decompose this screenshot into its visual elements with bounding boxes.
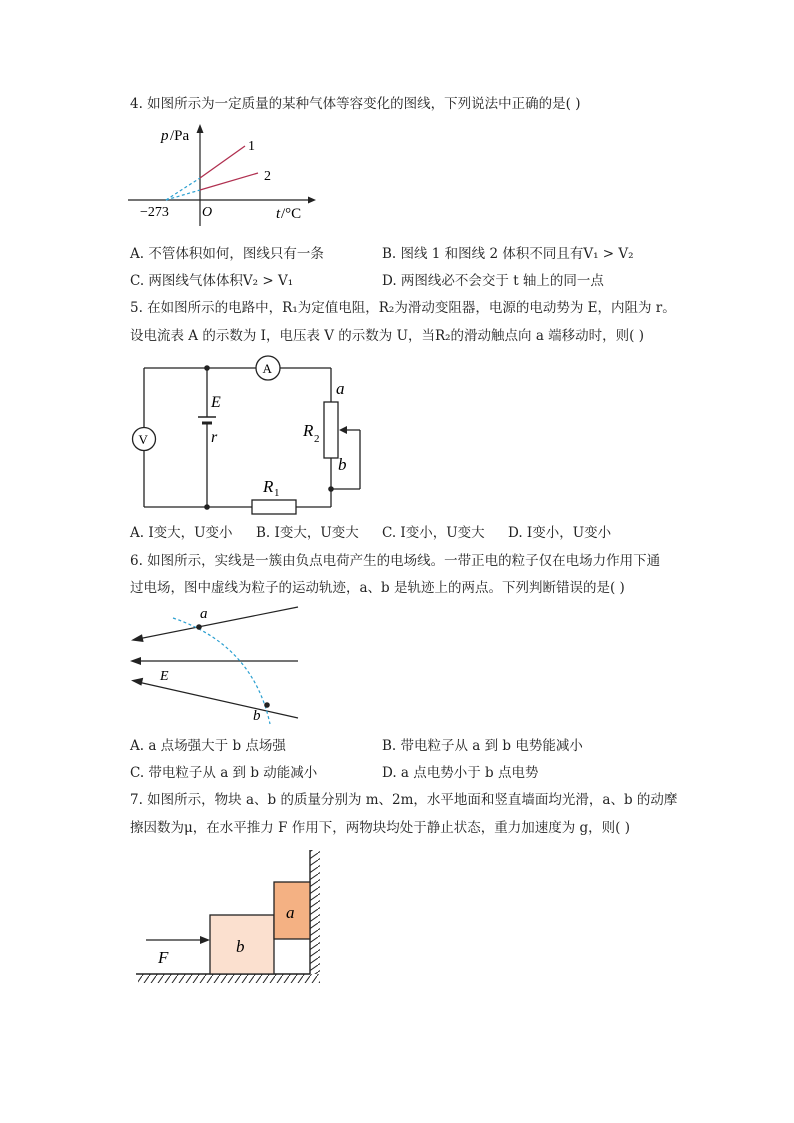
q4-line1-label: 1 xyxy=(248,139,255,154)
q5-stem-line2: 设电流表 A 的示数为 I，电压表 V 的示数为 U，当R₂的滑动触点向 a 端移动时，则( ) xyxy=(130,328,644,344)
q6-option-b: B. 带电粒子从 a 到 b 电势能减小 xyxy=(382,738,583,754)
q5-option-d: D. I变小，U变小 xyxy=(508,525,612,541)
q4-origin-label: O xyxy=(202,205,213,220)
q5-junction-top xyxy=(204,365,210,371)
q5-r1-label: R xyxy=(263,477,274,496)
q4-line1-extension xyxy=(166,178,200,200)
q6-field-arrow-bottom xyxy=(131,678,143,686)
q7-wall-hatch xyxy=(310,850,320,974)
q4-intercept-label: −273 xyxy=(140,205,169,220)
q4-y-label-var: p xyxy=(161,128,169,144)
q4-option-c: C. 两图线气体体积V₂ > V₁ xyxy=(130,273,294,289)
q5-emf-label: E xyxy=(211,394,221,411)
q6-field-diagram xyxy=(128,600,308,730)
q5-r2-label: R xyxy=(303,421,314,440)
q5-slider-arrow xyxy=(339,426,347,434)
q5-r1-sub: 1 xyxy=(274,487,280,499)
q5-voltmeter-label: V xyxy=(138,432,148,447)
q7-block-b-label: b xyxy=(236,937,245,956)
q5-stem-line1: 5. 在如图所示的电路中，R₁为定值电阻，R₂为滑动变阻器，电源的电动势为 E，内阻为 r。 xyxy=(130,300,676,316)
q5-junction-bottom xyxy=(204,504,210,510)
q7-block-a-label: a xyxy=(286,903,295,922)
q6-field-label: E xyxy=(160,669,169,684)
q5-ammeter-label: A xyxy=(262,361,272,376)
q6-point-b xyxy=(264,702,270,708)
q5-end-b-label: b xyxy=(338,455,347,474)
q7-stem-line1: 7. 如图所示，物块 a、b 的质量分别为 m、2m，水平地面和竖直墙面均光滑，a、b 的动摩 xyxy=(130,792,678,808)
q7-force-arrowhead xyxy=(200,936,210,944)
q5-r2-sub: 2 xyxy=(314,433,320,445)
q6-point-b-label: b xyxy=(253,708,261,724)
q4-x-label-unit: /°C xyxy=(281,206,302,222)
q4-x-arrow xyxy=(308,197,316,204)
q4-graph xyxy=(128,118,328,230)
q5-r1-resistor xyxy=(252,500,296,514)
q7-stem-line2: 擦因数为μ，在水平推力 F 作用下，两物块均处于静止状态，重力加速度为 g，则( ) xyxy=(130,820,630,836)
q4-y-label-unit: /Pa xyxy=(170,128,190,144)
q5-end-a-label: a xyxy=(336,379,345,398)
q6-field-line-bottom xyxy=(138,682,298,718)
q5-r2-resistor xyxy=(324,402,338,458)
q4-option-a: A. 不管体积如何，图线只有一条 xyxy=(130,246,324,262)
q7-blocks-diagram xyxy=(128,846,328,988)
q5-option-b: B. I变大，U变大 xyxy=(256,525,359,541)
q6-field-line-top xyxy=(138,607,298,639)
q6-option-a: A. a 点场强大于 b 点场强 xyxy=(130,738,286,754)
q6-stem-line2: 过电场，图中虚线为粒子的运动轨迹，a、b 是轨迹上的两点。下列判断错误的是( ) xyxy=(130,580,625,596)
q6-option-d: D. a 点电势小于 b 点电势 xyxy=(382,765,539,781)
q4-option-d: D. 两图线必不会交于 t 轴上的同一点 xyxy=(382,273,604,289)
q6-point-a xyxy=(196,624,202,630)
q7-ground-hatch xyxy=(138,974,320,983)
q5-option-a: A. I变大，U变小 xyxy=(130,525,233,541)
q5-internal-r-label: r xyxy=(211,429,218,446)
q5-circuit xyxy=(128,350,378,520)
q4-line2 xyxy=(200,173,258,190)
q4-option-b: B. 图线 1 和图线 2 体积不同且有V₁ > V₂ xyxy=(382,246,634,262)
q6-point-a-label: a xyxy=(200,606,208,622)
q5-option-c: C. I变小，U变大 xyxy=(382,525,485,541)
q6-field-arrow-top xyxy=(131,634,144,642)
q4-line2-extension xyxy=(166,190,200,200)
q4-line1 xyxy=(200,146,245,178)
q6-stem-line1: 6. 如图所示，实线是一簇由负点电荷产生的电场线。一带正电的粒子仅在电场力作用下通 xyxy=(130,553,661,569)
q6-option-c: C. 带电粒子从 a 到 b 动能减小 xyxy=(130,765,318,781)
q6-field-arrow-middle xyxy=(130,657,141,665)
q7-force-label: F xyxy=(158,948,169,967)
q4-y-arrow xyxy=(197,124,204,133)
q4-stem: 4. 如图所示为一定质量的某种气体等容变化的图线，下列说法中正确的是( ) xyxy=(130,96,581,112)
q4-line2-label: 2 xyxy=(264,169,271,184)
q4-x-label-var: t xyxy=(276,206,281,222)
